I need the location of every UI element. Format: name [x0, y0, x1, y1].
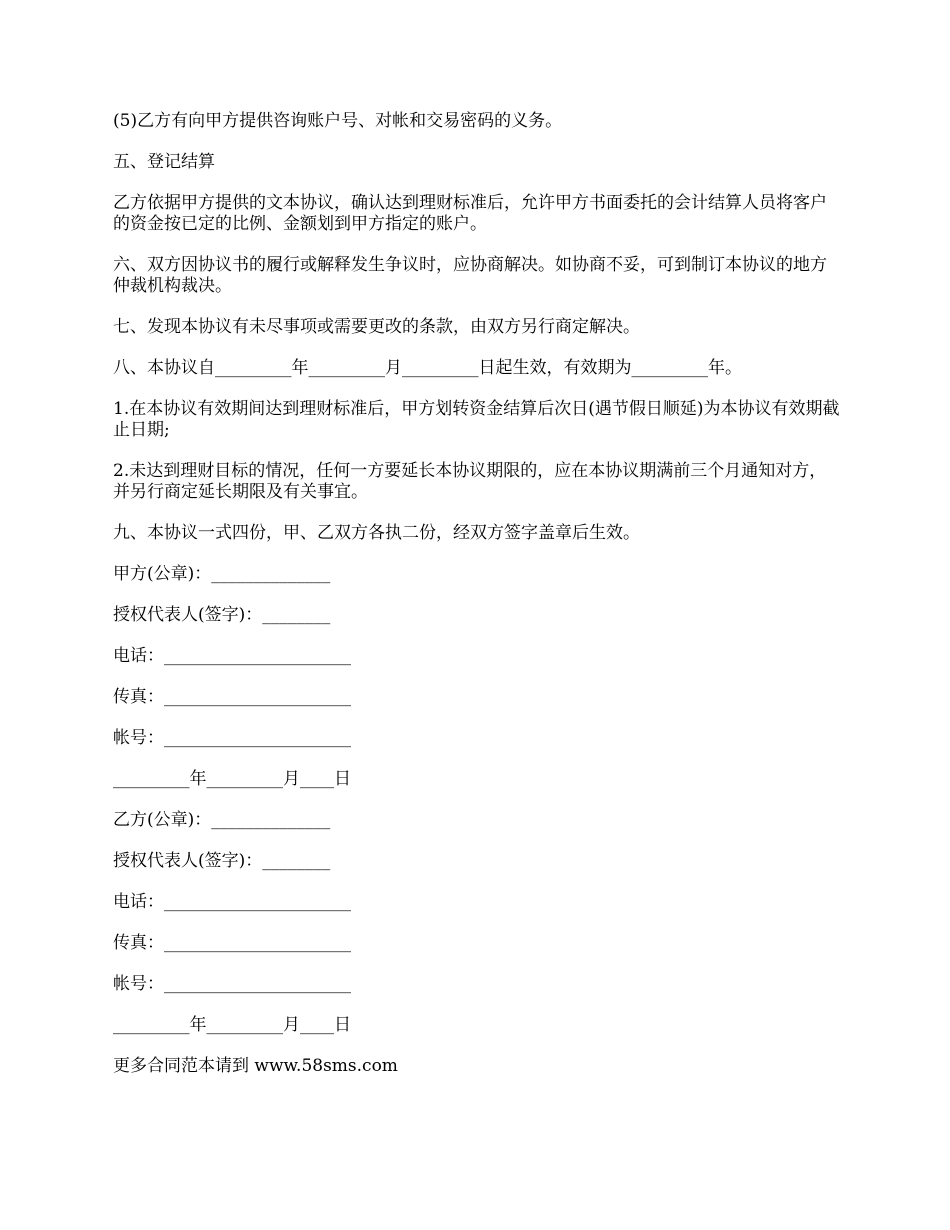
- paragraph-settlement: 乙方依据甲方提供的文本协议，确认达到理财标准后，允许甲方书面委托的会计结算人员将客户的资金按已定的比例、金额划到甲方指定的账户。: [113, 193, 827, 234]
- footer-promo: 更多合同范本请到 www.58sms.com: [113, 1056, 398, 1076]
- paragraph-dispute: 六、双方因协议书的履行或解释发生争议时，应协商解决。如协商不妥，可到制订本协议的地方仲裁机构裁决。: [113, 255, 827, 296]
- paragraph-effective-date: 八、本协议自_________年_________月_________日起生效，有效期为_________年。: [113, 358, 742, 378]
- paragraph-amendments: 七、发现本协议有未尽事项或需要更改的条款，由双方另行商定解决。: [113, 317, 640, 337]
- party-a-phone: 电话：______________________: [113, 646, 351, 666]
- paragraph-term-1: 1.在本协议有效期间达到理财标准后，甲方划转资金结算后次日(遇节假日顺延)为本协议有效期截止日期;: [113, 399, 840, 440]
- party-b-account: 帐号：______________________: [113, 974, 351, 994]
- section-heading-settlement: 五、登记结算: [113, 152, 215, 172]
- party-a-seal: 甲方(公章)：______________: [113, 564, 331, 584]
- paragraph-obligation-5: (5)乙方有向甲方提供咨询账户号、对帐和交易密码的义务。: [113, 111, 563, 131]
- party-a-account: 帐号：______________________: [113, 728, 351, 748]
- party-b-seal: 乙方(公章)：______________: [113, 810, 331, 830]
- party-b-date: _________年_________月____日: [113, 1015, 351, 1035]
- party-b-fax: 传真：______________________: [113, 933, 351, 953]
- party-a-fax: 传真：______________________: [113, 687, 351, 707]
- party-b-representative: 授权代表人(签字)：________: [113, 851, 331, 871]
- party-a-date: _________年_________月____日: [113, 769, 351, 789]
- paragraph-term-2: 2.未达到理财目标的情况，任何一方要延长本协议期限的，应在本协议期满前三个月通知对方，并另行商定延长期限及有关事宜。: [113, 461, 827, 502]
- paragraph-copies: 九、本协议一式四份，甲、乙双方各执二份，经双方签字盖章后生效。: [113, 523, 640, 543]
- document-page: [113, 111, 841, 1097]
- party-b-phone: 电话：______________________: [113, 892, 351, 912]
- party-a-representative: 授权代表人(签字)：________: [113, 605, 331, 625]
